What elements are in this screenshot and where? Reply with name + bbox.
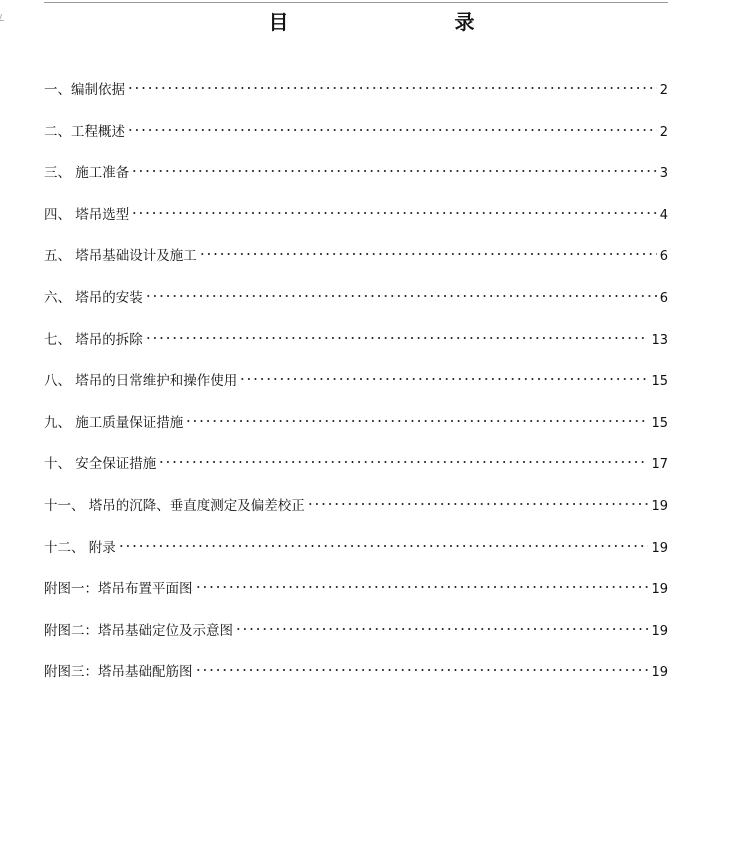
toc-entry[interactable] (44, 282, 668, 324)
toc-entry-label: 附图二：塔吊基础定位及示意图 (44, 622, 233, 639)
toc-entry-label: 二、工程概述 (44, 123, 125, 140)
toc-page-number: 19 (651, 582, 668, 598)
toc-page-number: 6 (659, 290, 668, 306)
toc-entry-label: 十、 安全保证措施 (44, 456, 157, 473)
toc-entry[interactable] (44, 656, 668, 698)
toc-entry[interactable] (44, 116, 668, 158)
page-top-border (44, 2, 668, 3)
toc-page-number: 19 (651, 665, 668, 681)
toc-page-number: 19 (651, 498, 668, 514)
toc-leader-dots (127, 73, 657, 93)
toc-page-number: 2 (659, 83, 668, 98)
toc-leader-dots (307, 489, 649, 509)
toc-entry-label: 九、 施工质量保证措施 (44, 414, 184, 431)
toc-entry[interactable] (44, 615, 668, 657)
toc-leader-dots (195, 572, 649, 592)
toc-page-number: 19 (651, 623, 668, 639)
toc-entry-label: 五、 塔吊基础设计及施工 (44, 248, 197, 265)
toc-entry[interactable] (44, 490, 668, 532)
toc-leader-dots (145, 323, 649, 343)
page-title: 目 录 (268, 10, 517, 34)
toc-entry[interactable] (44, 365, 668, 407)
toc-page-number: 2 (659, 124, 668, 140)
toc-entry-label: 七、 塔吊的拆除 (44, 331, 143, 348)
toc-entry[interactable] (44, 74, 668, 116)
toc-page-number: 19 (651, 540, 668, 556)
toc-entry-label: 一、编制依据 (44, 82, 125, 98)
toc-leader-dots (127, 115, 657, 135)
toc-leader-dots (185, 406, 648, 426)
toc-entry-label: 八、 塔吊的日常维护和操作使用 (44, 373, 238, 390)
toc-leader-dots (131, 156, 656, 176)
toc-page-number: 15 (651, 415, 668, 431)
toc-entry-label: 三、 施工准备 (44, 165, 130, 182)
toc-entry-label: 附图三：塔吊基础配筋图 (44, 664, 193, 681)
toc-entry-label: 十二、 附录 (44, 539, 116, 556)
toc-leader-dots (195, 655, 649, 675)
toc-entry-label: 十一、 塔吊的沉降、垂直度测定及偏差校正 (44, 497, 305, 514)
toc-entry[interactable] (44, 407, 668, 449)
toc-leader-dots (145, 281, 657, 301)
toc-entry[interactable] (44, 324, 668, 366)
toc-leader-dots (131, 198, 656, 218)
toc-leader-dots (239, 364, 648, 384)
toc-leader-dots (118, 531, 649, 551)
toc-entry[interactable] (44, 199, 668, 241)
toc-leader-dots (158, 447, 648, 467)
toc-entry[interactable] (44, 573, 668, 615)
toc-entry[interactable] (44, 157, 668, 199)
toc-leader-dots (235, 614, 648, 634)
toc-page-number: 3 (659, 166, 668, 182)
toc-entry[interactable] (44, 240, 668, 282)
toc-entry[interactable] (44, 448, 668, 490)
toc-page-number: 15 (651, 374, 668, 390)
toc-page-number: 4 (659, 207, 668, 223)
toc-leader-dots (199, 239, 657, 259)
toc-page-number: 17 (651, 457, 668, 473)
toc-entry-label: 六、 塔吊的安装 (44, 289, 143, 306)
toc-page-number: 13 (651, 332, 668, 348)
table-of-contents (44, 74, 668, 698)
toc-entry[interactable] (44, 532, 668, 574)
toc-entry-label: 附图一：塔吊布置平面图 (44, 581, 193, 598)
toc-page-number: 6 (659, 249, 668, 265)
toc-entry-label: 四、 塔吊选型 (44, 206, 130, 223)
